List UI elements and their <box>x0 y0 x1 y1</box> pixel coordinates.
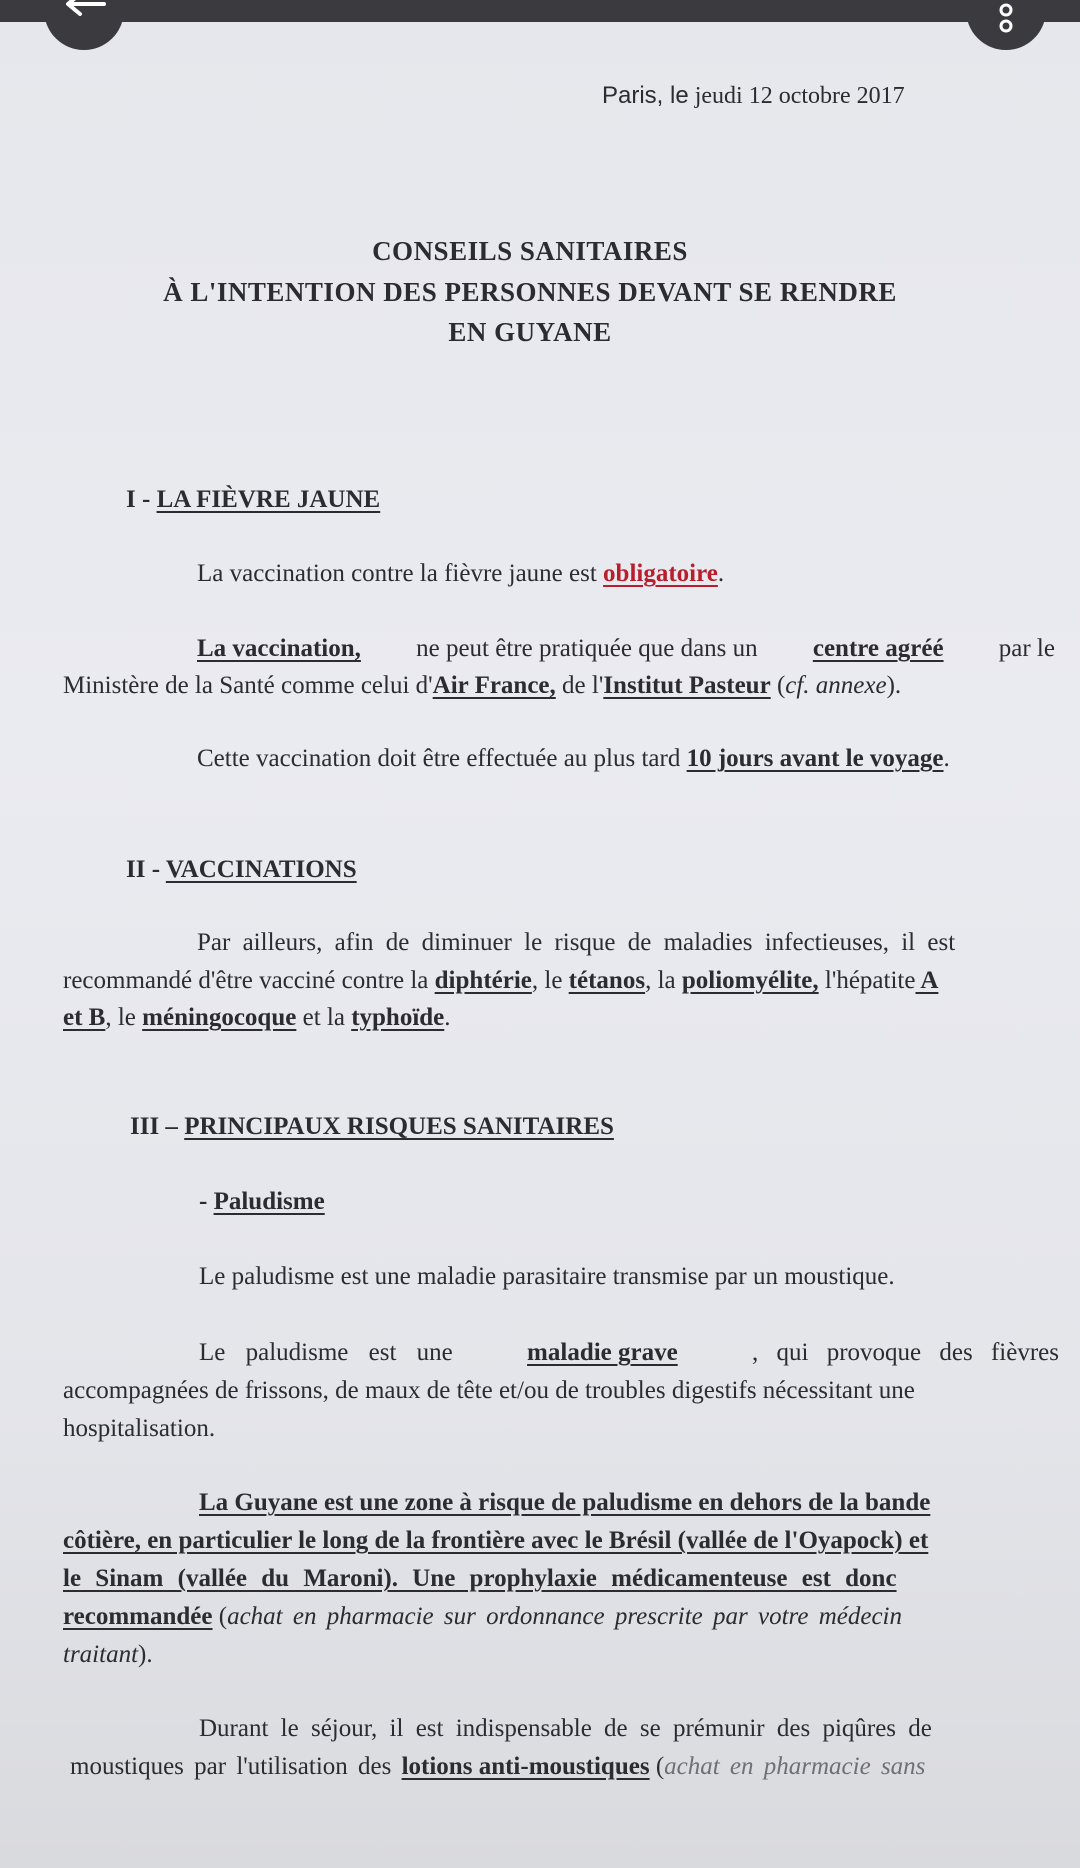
document-date <box>602 82 905 110</box>
title-line-2: À L'INTENTION DES PERSONNES DEVANT SE RENDRE <box>163 277 897 307</box>
s3-paragraph-1: Le paludisme est une maladie parasitaire transmise par un moustique. <box>199 1263 895 1290</box>
section-3-heading: III – PRINCIPAUX RISQUES SANITAIRES <box>130 1113 614 1140</box>
s3-paragraph-4-line-2: moustiques par l'utilisation des lotions anti-moustiques (achat en pharmacie sans <box>70 1753 926 1780</box>
s3-paragraph-2-line-3: hospitalisation. <box>63 1415 216 1442</box>
s3-paragraph-2-line-1: Le paludisme est une maladie grave , qui provoque des fièvres <box>199 1339 1059 1366</box>
s1-paragraph-1: La vaccination contre la fièvre jaune est obligatoire. <box>197 560 725 587</box>
s3-paragraph-3-line-3: le Sinam (vallée du Maroni). Une prophylaxie médicamenteuse est donc <box>63 1565 897 1592</box>
back-button[interactable] <box>44 0 124 50</box>
more-vert-icon <box>996 0 1016 40</box>
s1-paragraph-2-line-1: La vaccination, ne peut être pratiquée que dans un centre agréé par le <box>197 635 1055 662</box>
viewer-top-bar <box>0 0 1080 22</box>
subsection-paludisme: - Paludisme <box>199 1188 325 1215</box>
s2-line-1: Par ailleurs, afin de diminuer le risque de maladies infectieuses, il est <box>197 929 956 956</box>
title-line-3: EN GUYANE <box>448 317 612 347</box>
s3-paragraph-3-line-2: côtière, en particulier le long de la frontière avec le Brésil (vallée de l'Oyapock) et <box>63 1527 929 1554</box>
section-2-heading: II - VACCINATIONS <box>126 856 357 883</box>
arrow-left-icon <box>62 0 106 26</box>
date-value: jeudi 12 octobre 2017 <box>694 83 905 109</box>
s3-paragraph-2-line-2: accompagnées de frissons, de maux de tête et/ou de troubles digestifs nécessitant une <box>63 1377 915 1404</box>
s1-paragraph-3: Cette vaccination doit être effectuée au plus tard 10 jours avant le voyage. <box>197 745 950 772</box>
s3-paragraph-4-line-1: Durant le séjour, il est indispensable de se prémunir des piqûres de <box>199 1715 932 1742</box>
date-place: Paris, le <box>602 82 689 109</box>
overflow-menu-button[interactable] <box>966 0 1046 50</box>
title-line-1: CONSEILS SANITAIRES <box>372 236 688 266</box>
s2-line-3: et B, le méningocoque et la typhoïde. <box>63 1004 451 1031</box>
s2-line-2: recommandé d'être vacciné contre la diphtérie, le tétanos, la poliomyélite, l'hépatite A <box>63 967 939 994</box>
section-1-heading: I - LA FIÈVRE JAUNE <box>126 486 381 513</box>
s3-paragraph-3-line-1: La Guyane est une zone à risque de paludisme en dehors de la bande <box>199 1489 931 1516</box>
s3-paragraph-3-line-4: recommandée (achat en pharmacie sur ordonnance prescrite par votre médecin <box>63 1603 902 1630</box>
s3-paragraph-3-line-5: traitant). <box>63 1641 153 1668</box>
s1-paragraph-2-line-2: Ministère de la Santé comme celui d'Air France, de l'Institut Pasteur (cf. annexe). <box>63 672 902 699</box>
